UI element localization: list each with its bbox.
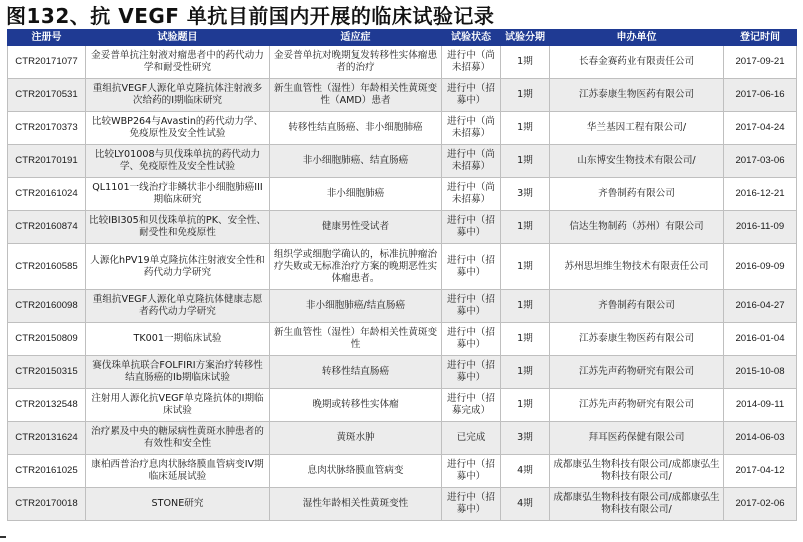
clinical-trials-table	[7, 29, 797, 521]
cell-sponsor: 齐鲁制药有限公司	[550, 178, 724, 211]
cell-indication: 转移性结直肠癌	[270, 356, 442, 389]
table-row	[8, 422, 797, 455]
cell-status: 进行中（尚未招募）	[442, 112, 501, 145]
cell-phase: 1期	[501, 356, 550, 389]
column-header-date: 登记时间	[724, 30, 797, 46]
cell-trial-title: 比较IBI305和贝伐珠单抗的PK、安全性、耐受性和免疫原性	[86, 211, 270, 244]
cell-indication: 息肉状脉络膜血管病变	[270, 455, 442, 488]
cell-trial-title: 赛伐珠单抗联合FOLFIRI方案治疗转移性结直肠癌的Ib期临床试验	[86, 356, 270, 389]
cell-sponsor: 成都康弘生物科技有限公司/成都康弘生物科技有限公司/	[550, 488, 724, 521]
cell-registration-id: CTR20170531	[8, 79, 86, 112]
cell-status: 已完成	[442, 422, 501, 455]
cell-registration-id: CTR20150809	[8, 323, 86, 356]
cell-date: 2016-12-21	[724, 178, 797, 211]
cell-indication: 晚期或转移性实体瘤	[270, 389, 442, 422]
cell-indication: 转移性结直肠癌、非小细胞肺癌	[270, 112, 442, 145]
cell-status: 进行中（招募中）	[442, 488, 501, 521]
cell-indication: 新生血管性（湿性）年龄相关性黄斑变性	[270, 323, 442, 356]
cell-trial-title: 比较WBP264与Avastin的药代动力学、免疫原性及安全性试验	[86, 112, 270, 145]
cell-phase: 1期	[501, 389, 550, 422]
cell-status: 进行中（招募中）	[442, 455, 501, 488]
cell-registration-id: CTR20170018	[8, 488, 86, 521]
cell-trial-title: 重组抗VEGF人源化单克隆抗体健康志愿者药代动力学研究	[86, 290, 270, 323]
cell-status: 进行中（尚未招募）	[442, 178, 501, 211]
cell-phase: 1期	[501, 112, 550, 145]
cell-indication: 组织学或细胞学确认的，标准抗肿瘤治疗失败或无标准治疗方案的晚期恶性实体瘤患者。	[270, 244, 442, 290]
cell-indication: 金妥普单抗对晚期复发转移性实体瘤患者的治疗	[270, 46, 442, 79]
column-header-indication: 适应症	[270, 30, 442, 46]
cell-indication: 湿性年龄相关性黄斑变性	[270, 488, 442, 521]
column-header-id: 注册号	[8, 30, 86, 46]
cell-status: 进行中（招募中）	[442, 356, 501, 389]
cell-status: 进行中（招募中）	[442, 211, 501, 244]
cell-date: 2017-09-21	[724, 46, 797, 79]
column-header-title: 试验题目	[86, 30, 270, 46]
cell-trial-title: STONE研究	[86, 488, 270, 521]
table-row	[8, 112, 797, 145]
cell-trial-title: 康柏西普治疗息肉状脉络膜血管病变IV期临床延展试验	[86, 455, 270, 488]
cell-status: 进行中（尚未招募）	[442, 145, 501, 178]
cell-trial-title: 重组抗VEGF人源化单克隆抗体注射液多次给药的I期临床研究	[86, 79, 270, 112]
cell-registration-id: CTR20170373	[8, 112, 86, 145]
cell-registration-id: CTR20131624	[8, 422, 86, 455]
cell-sponsor: 齐鲁制药有限公司	[550, 290, 724, 323]
cell-indication: 非小细胞肺癌、结直肠癌	[270, 145, 442, 178]
cell-date: 2016-11-09	[724, 211, 797, 244]
page-title: 图132、抗 VEGF 单抗目前国内开展的临床试验记录	[6, 4, 495, 28]
cell-phase: 4期	[501, 488, 550, 521]
cell-sponsor: 江苏泰康生物医药有限公司	[550, 79, 724, 112]
cell-registration-id: CTR20150315	[8, 356, 86, 389]
cell-trial-title: 金妥普单抗注射液对瘤患者中的药代动力学和耐受性研究	[86, 46, 270, 79]
cell-registration-id: CTR20171077	[8, 46, 86, 79]
table-row	[8, 356, 797, 389]
table-row	[8, 178, 797, 211]
column-header-phase: 试验分期	[501, 30, 550, 46]
page-corner-mark	[0, 536, 6, 538]
cell-indication: 黄斑水肿	[270, 422, 442, 455]
cell-trial-title: 治疗累及中央的糖尿病性黄斑水肿患者的有效性和安全性	[86, 422, 270, 455]
table-row	[8, 323, 797, 356]
cell-phase: 1期	[501, 290, 550, 323]
cell-indication: 非小细胞肺癌/结直肠癌	[270, 290, 442, 323]
cell-indication: 非小细胞肺癌	[270, 178, 442, 211]
table-row	[8, 389, 797, 422]
cell-status: 进行中（尚未招募）	[442, 46, 501, 79]
cell-phase: 1期	[501, 145, 550, 178]
cell-indication: 新生血管性（湿性）年龄相关性黄斑变性（AMD）患者	[270, 79, 442, 112]
cell-sponsor: 成都康弘生物科技有限公司/成都康弘生物科技有限公司/	[550, 455, 724, 488]
table-row	[8, 488, 797, 521]
cell-status: 进行中（招募中）	[442, 79, 501, 112]
cell-registration-id: CTR20132548	[8, 389, 86, 422]
cell-trial-title: TK001一期临床试验	[86, 323, 270, 356]
cell-status: 进行中（招募中）	[442, 244, 501, 290]
cell-sponsor: 江苏泰康生物医药有限公司	[550, 323, 724, 356]
cell-sponsor: 江苏先声药物研究有限公司	[550, 356, 724, 389]
cell-sponsor: 苏州思坦维生物技术有限责任公司	[550, 244, 724, 290]
cell-phase: 1期	[501, 211, 550, 244]
cell-date: 2016-04-27	[724, 290, 797, 323]
cell-trial-title: 比较LY01008与贝伐珠单抗的药代动力学、免疫原性及安全性试验	[86, 145, 270, 178]
cell-registration-id: CTR20160098	[8, 290, 86, 323]
cell-sponsor: 长春金赛药业有限责任公司	[550, 46, 724, 79]
cell-trial-title: 人源化hPV19单克隆抗体注射液安全性和药代动力学研究	[86, 244, 270, 290]
cell-registration-id: CTR20160874	[8, 211, 86, 244]
cell-phase: 1期	[501, 46, 550, 79]
column-header-status: 试验状态	[442, 30, 501, 46]
table-header-row	[8, 30, 797, 46]
cell-date: 2017-04-24	[724, 112, 797, 145]
cell-phase: 1期	[501, 79, 550, 112]
cell-sponsor: 江苏先声药物研究有限公司	[550, 389, 724, 422]
cell-date: 2015-10-08	[724, 356, 797, 389]
cell-registration-id: CTR20160585	[8, 244, 86, 290]
cell-date: 2017-02-06	[724, 488, 797, 521]
cell-phase: 4期	[501, 455, 550, 488]
cell-registration-id: CTR20161024	[8, 178, 86, 211]
cell-sponsor: 信达生物制药（苏州）有限公司	[550, 211, 724, 244]
cell-status: 进行中（招募中）	[442, 323, 501, 356]
cell-date: 2014-09-11	[724, 389, 797, 422]
table-row	[8, 290, 797, 323]
cell-date: 2017-03-06	[724, 145, 797, 178]
cell-date: 2016-09-09	[724, 244, 797, 290]
table-row	[8, 244, 797, 290]
cell-trial-title: QL1101一线治疗非鳞状非小细胞肺癌III期临床研究	[86, 178, 270, 211]
cell-sponsor: 华兰基因工程有限公司/	[550, 112, 724, 145]
cell-sponsor: 山东博安生物技术有限公司/	[550, 145, 724, 178]
cell-phase: 1期	[501, 244, 550, 290]
cell-date: 2017-04-12	[724, 455, 797, 488]
cell-date: 2016-01-04	[724, 323, 797, 356]
cell-indication: 健康男性受试者	[270, 211, 442, 244]
table-row	[8, 145, 797, 178]
cell-phase: 1期	[501, 323, 550, 356]
table-row	[8, 79, 797, 112]
cell-phase: 3期	[501, 178, 550, 211]
cell-registration-id: CTR20170191	[8, 145, 86, 178]
cell-phase: 3期	[501, 422, 550, 455]
table-row	[8, 455, 797, 488]
table-row	[8, 211, 797, 244]
cell-status: 进行中（招募完成）	[442, 389, 501, 422]
cell-registration-id: CTR20161025	[8, 455, 86, 488]
table-row	[8, 46, 797, 79]
cell-date: 2014-06-03	[724, 422, 797, 455]
cell-date: 2017-06-16	[724, 79, 797, 112]
cell-sponsor: 拜耳医药保健有限公司	[550, 422, 724, 455]
column-header-sponsor: 申办单位	[550, 30, 724, 46]
cell-status: 进行中（招募中）	[442, 290, 501, 323]
cell-trial-title: 注射用人源化抗VEGF单克隆抗体的I期临床试验	[86, 389, 270, 422]
